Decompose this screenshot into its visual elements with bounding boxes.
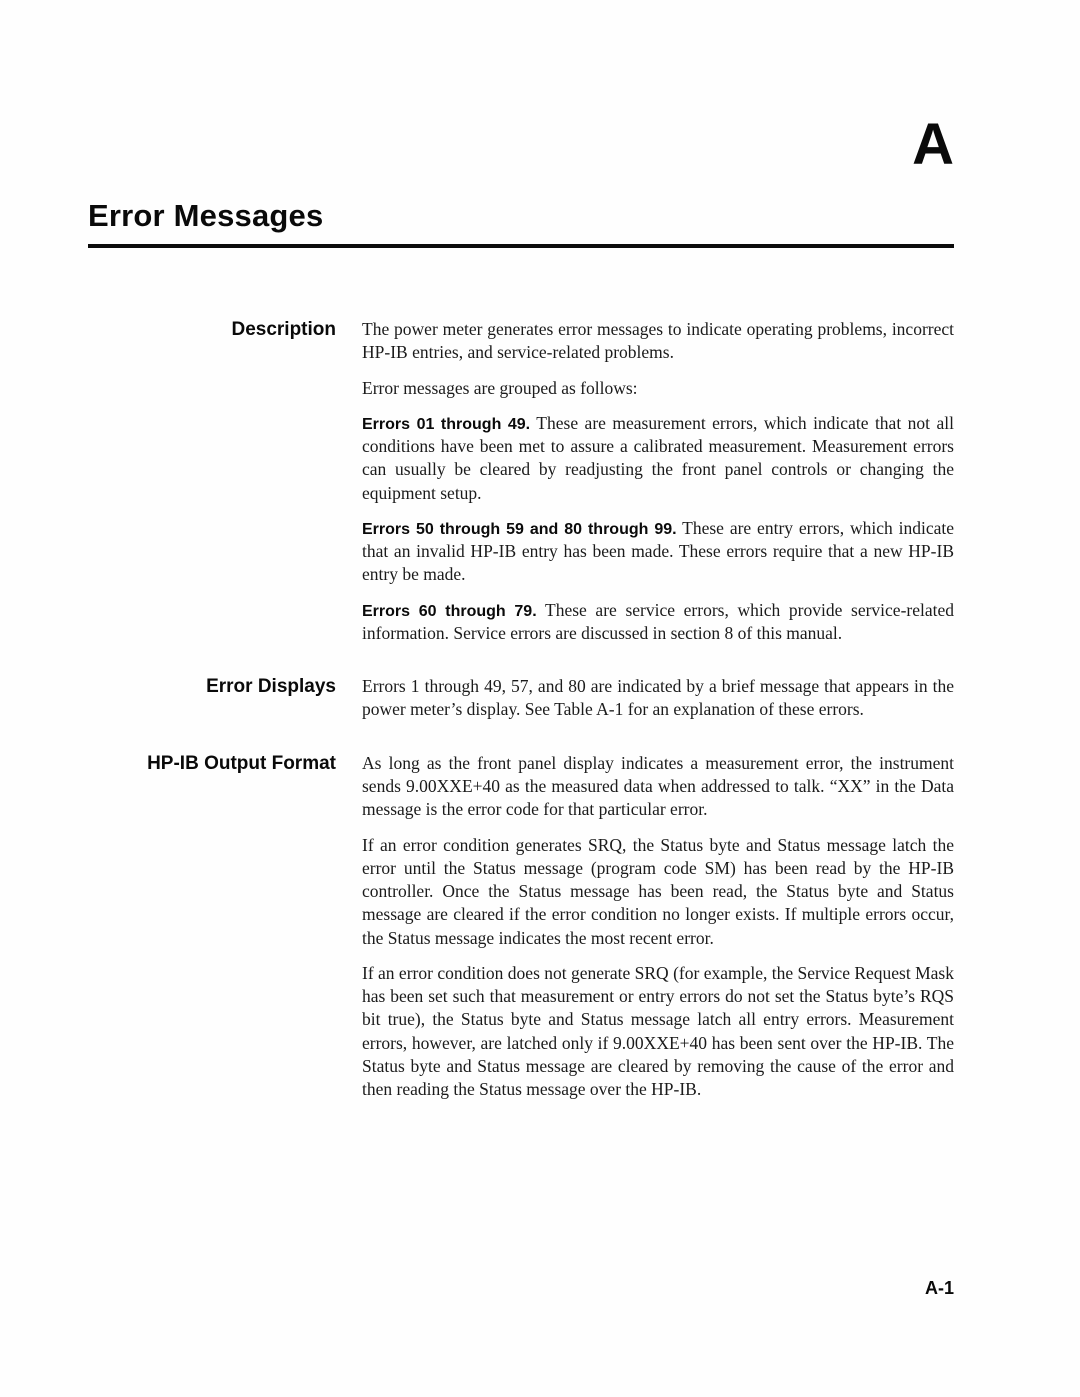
paragraph <box>362 752 954 822</box>
section-content-description <box>362 318 954 645</box>
paragraph-text: The power meter generates error messages to indicate operating problems, incorrect HP-IB entries, and service-related problems. <box>362 319 954 363</box>
error-range-lead: Errors 01 through 49. <box>362 415 531 433</box>
section-error-displays <box>88 675 954 722</box>
paragraph <box>362 412 954 505</box>
error-range-lead: Errors 60 through 79. <box>362 602 537 620</box>
section-label-hpib-output-format: HP-IB Output Format <box>147 752 336 774</box>
appendix-letter: A <box>912 112 954 177</box>
paragraph-text: As long as the front panel display indicates a measurement error, the instrument sends 9.00XXE+40 as the measured data when addressed to talk. “XX” in the Data message is the error code for that particular error. <box>362 752 954 820</box>
title-rule <box>88 244 954 248</box>
paragraph-text: If an error condition generates SRQ, the Status byte and Status message latch the error until the Status message (program code SM) has been read by the HP-IB controller. Once the Status message has been read, the Status byte and Status message are cleared if the error condition no longer exists. If multiple errors occur, the Status message indicates the most recent error. <box>362 834 954 948</box>
paragraph-text: These are measurement errors, which indicate that not all conditions have been met to assure a calibrated measurement. Measurement errors can usually be cleared by readjusting the front panel controls or changing the equipment setup. <box>362 412 954 503</box>
paragraph <box>362 599 954 646</box>
paragraph-text: Errors 1 through 49, 57, and 80 are indicated by a brief message that appears in the power meter’s display. See Table A-1 for an explanation of these errors. <box>362 676 954 720</box>
section-description <box>88 318 954 645</box>
paragraph <box>362 517 954 587</box>
paragraph-text: These are entry errors, which indicate that an invalid HP-IB entry has been made. These errors require that a new HP-IB entry be made. <box>362 517 954 585</box>
paragraph-text: These are service errors, which provide service-related information. Service errors are discussed in section 8 of this manual. <box>362 599 955 643</box>
paragraph <box>362 675 954 722</box>
page-title: Error Messages <box>88 198 324 233</box>
section-label-error-displays: Error Displays <box>206 676 336 698</box>
paragraph-text: If an error condition does not generate SRQ (for example, the Service Request Mask has been set such that measurement or entry errors do not set the Status byte’s RQS bit true), the Status byte and Status message latch all entry errors. Measurement errors, however, are latched only if 9.00XXE+40 has been sent over the HP-IB. The Status byte and Status message are cleared by removing the cause of the error and then reading the Status message over the HP-IB. <box>362 962 954 1100</box>
section-label-description: Description <box>231 319 336 340</box>
error-range-lead: Errors 50 through 59 and 80 through 99. <box>362 520 677 538</box>
section-content-hpib-output-format <box>362 752 954 1102</box>
page-number: A-1 <box>924 1278 954 1298</box>
paragraph-text: Error messages are grouped as follows: <box>362 377 638 398</box>
paragraph <box>362 318 954 365</box>
paragraph <box>362 834 954 950</box>
section-hpib-output-format <box>88 752 954 1102</box>
paragraph <box>362 377 954 400</box>
paragraph <box>362 962 954 1102</box>
section-content-error-displays <box>362 675 954 722</box>
